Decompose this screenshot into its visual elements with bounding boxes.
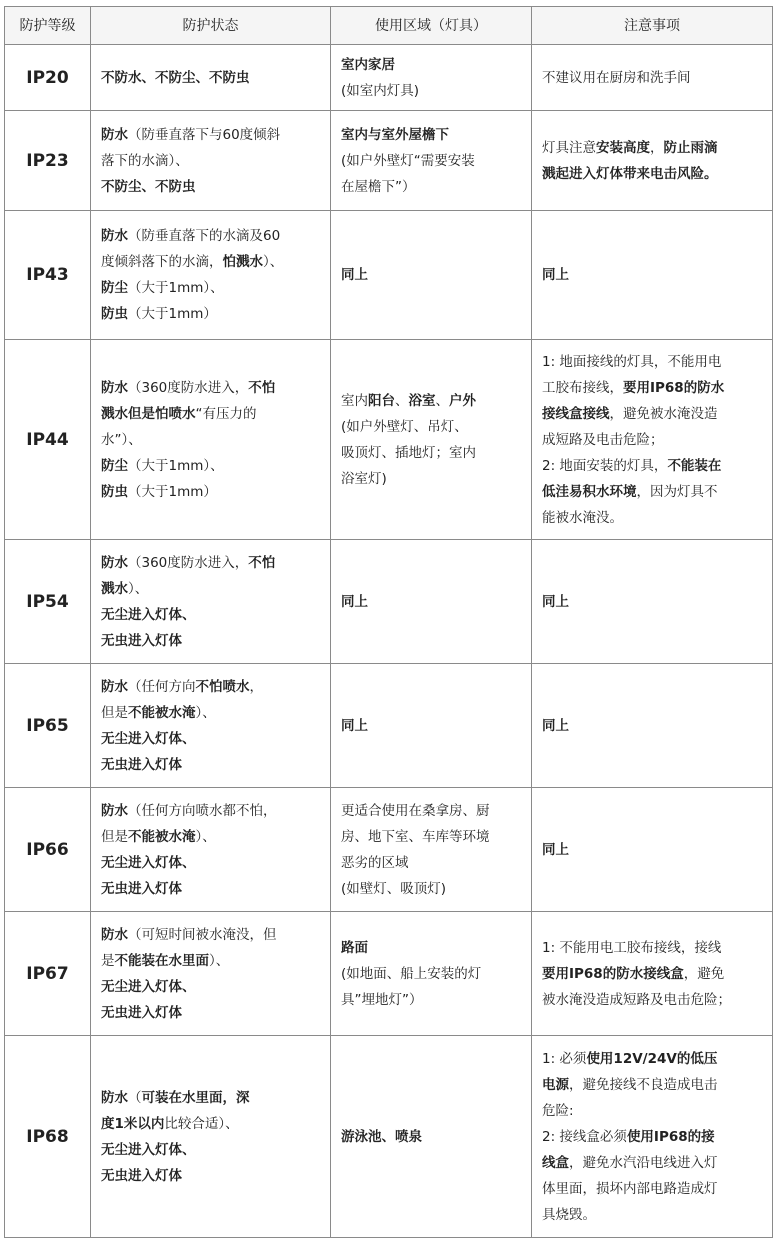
text: ）、 [195, 828, 216, 845]
bold-text: 不防尘、不防虫 [101, 178, 196, 195]
precautions [532, 45, 773, 111]
bold-text: 路面 [341, 939, 368, 956]
state-line [101, 824, 320, 850]
notes-line [542, 837, 762, 863]
text: （任何方向喷水都不怕， [128, 802, 277, 819]
area-line [341, 466, 521, 492]
text: 水”）、 [101, 431, 142, 448]
area-line [341, 876, 521, 902]
text: （防垂直落下与60度倾斜 [128, 126, 281, 143]
notes-line [542, 589, 762, 615]
text: （360度防水进入， [128, 554, 249, 571]
precautions [532, 912, 773, 1036]
usage-area [331, 664, 532, 788]
text: （任何方向 [128, 678, 196, 695]
text: 危险: [542, 1102, 574, 1119]
state-line [101, 850, 320, 876]
usage-area [331, 1036, 532, 1238]
bold-text: 室内家居 [341, 56, 395, 73]
text: (如壁灯、吸顶灯) [341, 880, 447, 897]
usage-area [331, 340, 532, 540]
state-line [101, 876, 320, 902]
bold-text: 无虫进入灯体 [101, 880, 182, 897]
bold-text: 无虫进入灯体 [101, 1167, 182, 1184]
bold-text: 要用IP68的防水接线盒 [542, 965, 684, 982]
protection-state [91, 340, 331, 540]
protection-level: IP23 [5, 111, 91, 211]
table-row [5, 211, 773, 340]
text: ）、 [209, 952, 230, 969]
area-line [341, 122, 521, 148]
protection-level: IP44 [5, 340, 91, 540]
text: 2: 接线盒必须 [542, 1128, 627, 1145]
text: (如户外壁灯“需要安装 [341, 152, 475, 169]
area-line [341, 174, 521, 200]
area-line [341, 262, 521, 288]
bold-text: 浴室 [408, 392, 436, 409]
text: （大于1mm） [128, 306, 217, 322]
text: (如地面、船上安装的灯 [341, 965, 482, 982]
text: 但是 [101, 704, 128, 721]
area-line [341, 589, 521, 615]
state-line [101, 576, 320, 602]
notes-line [542, 401, 762, 427]
state-line [101, 122, 320, 148]
table-row [5, 788, 773, 912]
text: (如户外壁灯、吊灯、 [341, 418, 468, 435]
protection-level: IP65 [5, 664, 91, 788]
usage-area [331, 111, 532, 211]
bold-text: 不怕 [248, 379, 276, 396]
protection-level: IP67 [5, 912, 91, 1036]
bold-text: 防尘 [101, 457, 128, 474]
header-level: 防护等级 [5, 7, 91, 45]
bold-text: 使用12V/24V的低压 [586, 1050, 718, 1067]
bold-text: 溅水但是怕喷水 [101, 405, 196, 422]
text: 体里面，损坏内部电路造成灯 [542, 1180, 718, 1197]
text: （大于1mm） [128, 483, 217, 500]
bold-text: 电源 [542, 1076, 569, 1093]
text: 能被水淹没。 [542, 509, 623, 526]
text: “有压力的 [195, 405, 257, 422]
bold-text: 防水 [101, 926, 128, 943]
text: 不建议用在厨房和洗手间 [542, 69, 691, 86]
precautions [532, 540, 773, 664]
text: 1: 必须 [542, 1050, 587, 1067]
table-row [5, 1036, 773, 1238]
bold-text: 同上 [341, 593, 368, 610]
text: 成短路及电击危险； [542, 431, 664, 448]
bold-text: 安装高度 [596, 139, 650, 156]
bold-text: 同上 [341, 717, 368, 734]
notes-line [542, 505, 762, 531]
notes-line [542, 375, 762, 401]
state-line [101, 174, 320, 200]
state-line [101, 65, 320, 91]
precautions [532, 111, 773, 211]
protection-level: IP20 [5, 45, 91, 111]
text: 落下的水滴）、 [101, 152, 189, 169]
state-line [101, 1137, 320, 1163]
area-line [341, 961, 521, 987]
notes-line [542, 1176, 762, 1202]
bold-text: 不能被水淹 [128, 704, 196, 721]
bold-text: 不能装在水里面 [114, 952, 209, 969]
notes-line [542, 65, 762, 91]
text: 室内 [341, 392, 368, 409]
notes-line [542, 1202, 762, 1228]
bold-text: 不能被水淹 [128, 828, 196, 845]
text: 比较合适）、 [164, 1115, 239, 1132]
text: （ [128, 1089, 142, 1106]
text: 工胶布接线， [542, 379, 623, 396]
precautions [532, 340, 773, 540]
text: （360度防水进入， [128, 379, 249, 396]
bold-text: 线盒 [542, 1154, 569, 1171]
precautions [532, 788, 773, 912]
state-line [101, 148, 320, 174]
area-line [341, 713, 521, 739]
text: 2: 地面安装的灯具， [542, 457, 668, 474]
area-line [341, 78, 521, 104]
state-line [101, 1163, 320, 1189]
bold-text: 无尘进入灯体、 [101, 978, 196, 995]
ip-rating-table [4, 6, 773, 1238]
protection-state [91, 1036, 331, 1238]
table-row [5, 45, 773, 111]
state-line [101, 375, 320, 401]
table-row [5, 540, 773, 664]
state-line [101, 453, 320, 479]
area-line [341, 388, 521, 414]
table-row [5, 912, 773, 1036]
text: ，避免 [683, 965, 725, 982]
bold-text: 同上 [542, 593, 569, 610]
state-line [101, 948, 320, 974]
table-row [5, 664, 773, 788]
text: ， [650, 139, 664, 156]
notes-line [542, 713, 762, 739]
bold-text: 防水 [101, 678, 128, 695]
bold-text: 不怕喷水 [195, 678, 250, 695]
bold-text: 无尘进入灯体、 [101, 730, 196, 747]
bold-text: 不防水、不防尘、不防虫 [101, 69, 250, 86]
text: 房、地下室、车库等环境 [341, 828, 490, 845]
text: ）、 [263, 254, 284, 270]
notes-line [542, 479, 762, 505]
state-line [101, 223, 320, 249]
bold-text: 接线盒接线 [542, 405, 610, 422]
text: 具”埋地灯”） [341, 991, 423, 1008]
bold-text: 防水 [101, 228, 128, 244]
bold-text: 可装在水里面，深 [141, 1089, 250, 1106]
protection-state [91, 211, 331, 340]
bold-text: 防虫 [101, 483, 128, 500]
text: 浴室灯) [341, 470, 387, 487]
bold-text: 游泳池、喷泉 [341, 1128, 422, 1145]
bold-text: 溅起进入灯体带来电击风险。 [542, 165, 718, 182]
area-line [341, 148, 521, 174]
notes-line [542, 135, 762, 161]
usage-area [331, 788, 532, 912]
state-line [101, 1000, 320, 1026]
bold-text: 防虫 [101, 306, 128, 322]
area-line [341, 850, 521, 876]
text: (如室内灯具) [341, 82, 420, 99]
notes-line [542, 1150, 762, 1176]
text: 、 [435, 392, 449, 409]
notes-line [542, 935, 762, 961]
protection-state [91, 45, 331, 111]
precautions [532, 664, 773, 788]
bold-text: 无虫进入灯体 [101, 632, 182, 649]
table-row [5, 111, 773, 211]
header-area: 使用区域（灯具） [331, 7, 532, 45]
bold-text: 同上 [341, 267, 368, 283]
state-line [101, 700, 320, 726]
protection-level: IP66 [5, 788, 91, 912]
state-line [101, 752, 320, 778]
text: （大于1mm）、 [128, 457, 224, 474]
notes-line [542, 349, 762, 375]
area-line [341, 414, 521, 440]
state-line [101, 628, 320, 654]
header-row [5, 7, 773, 45]
state-line [101, 550, 320, 576]
text: 具烧毁。 [542, 1206, 596, 1223]
text: 度倾斜落下的水滴， [101, 254, 223, 270]
precautions [532, 211, 773, 340]
bold-text: 防水 [101, 554, 128, 571]
text: 更适合使用在桑拿房、厨 [341, 802, 490, 819]
usage-area [331, 912, 532, 1036]
area-line [341, 798, 521, 824]
notes-line [542, 262, 762, 288]
bold-text: 不能装在 [667, 457, 722, 474]
bold-text: 怕溅水 [222, 254, 263, 270]
state-line [101, 1111, 320, 1137]
text: 在屋檐下”） [341, 178, 416, 195]
text: ， [249, 678, 263, 695]
text: 吸顶灯、插地灯；室内 [341, 444, 476, 461]
bold-text: 防水 [101, 1089, 128, 1106]
usage-area [331, 540, 532, 664]
protection-level: IP68 [5, 1036, 91, 1238]
state-line [101, 922, 320, 948]
text: （可短时间被水淹没，但 [128, 926, 277, 943]
area-line [341, 440, 521, 466]
state-line [101, 602, 320, 628]
text: ）、 [195, 704, 216, 721]
state-line [101, 479, 320, 505]
protection-state [91, 912, 331, 1036]
bold-text: 室内与室外屋檐下 [341, 126, 449, 143]
bold-text: 无尘进入灯体、 [101, 1141, 196, 1158]
area-line [341, 1124, 521, 1150]
state-line [101, 301, 320, 327]
bold-text: 低洼易积水环境 [542, 483, 637, 500]
header-notes: 注意事项 [532, 7, 773, 45]
notes-line [542, 1046, 762, 1072]
text: 1: 地面接线的灯具，不能用电 [542, 353, 722, 370]
area-line [341, 935, 521, 961]
precautions [532, 1036, 773, 1238]
text: （大于1mm）、 [128, 280, 224, 296]
bold-text: 户外 [449, 392, 476, 409]
state-line [101, 401, 320, 427]
bold-text: 无尘进入灯体、 [101, 606, 196, 623]
notes-line [542, 1098, 762, 1124]
state-line [101, 974, 320, 1000]
bold-text: 度1米以内 [101, 1115, 165, 1132]
bold-text: 阳台 [368, 392, 395, 409]
area-line [341, 824, 521, 850]
text: 恶劣的区域 [341, 854, 409, 871]
usage-area [331, 45, 532, 111]
bold-text: 防水 [101, 802, 128, 819]
text: ，避免被水淹没造 [609, 405, 718, 422]
text: ，因为灯具不 [636, 483, 718, 500]
bold-text: 溅水 [101, 580, 128, 597]
text: （防垂直落下的水滴及60 [128, 228, 281, 244]
state-line [101, 674, 320, 700]
state-line [101, 275, 320, 301]
protection-level: IP43 [5, 211, 91, 340]
bold-text: 不怕 [248, 554, 276, 571]
area-line [341, 987, 521, 1013]
notes-line [542, 453, 762, 479]
state-line [101, 798, 320, 824]
bold-text: 无虫进入灯体 [101, 756, 182, 773]
bold-text: 同上 [542, 717, 569, 734]
state-line [101, 427, 320, 453]
usage-area [331, 211, 532, 340]
text: 、 [395, 392, 409, 409]
text: ，避免水汽沿电线进入灯 [569, 1154, 718, 1171]
header-state: 防护状态 [91, 7, 331, 45]
text: 被水淹没造成短路及电击危险； [542, 991, 731, 1008]
bold-text: 防尘 [101, 280, 128, 296]
state-line [101, 249, 320, 275]
bold-text: 无尘进入灯体、 [101, 854, 196, 871]
protection-state [91, 111, 331, 211]
protection-level: IP54 [5, 540, 91, 664]
notes-line [542, 1072, 762, 1098]
text: 是 [101, 952, 115, 969]
state-line [101, 726, 320, 752]
protection-state [91, 788, 331, 912]
text: ，避免接线不良造成电击 [569, 1076, 718, 1093]
bold-text: 防止雨滴 [663, 139, 718, 156]
notes-line [542, 1124, 762, 1150]
bold-text: 防水 [101, 379, 128, 396]
notes-line [542, 961, 762, 987]
notes-line [542, 987, 762, 1013]
text: 灯具注意 [542, 139, 596, 156]
text: ）、 [128, 580, 149, 597]
bold-text: 同上 [542, 841, 569, 858]
bold-text: 无虫进入灯体 [101, 1004, 182, 1021]
table-row [5, 340, 773, 540]
bold-text: 同上 [542, 267, 569, 283]
notes-line [542, 161, 762, 187]
bold-text: 防水 [101, 126, 128, 143]
area-line [341, 52, 521, 78]
bold-text: 要用IP68的防水 [623, 379, 725, 396]
protection-state [91, 540, 331, 664]
notes-line [542, 427, 762, 453]
bold-text: 使用IP68的接 [626, 1128, 715, 1145]
text: 1: 不能用电工胶布接线，接线 [542, 939, 722, 956]
text: 但是 [101, 828, 128, 845]
state-line [101, 1085, 320, 1111]
protection-state [91, 664, 331, 788]
